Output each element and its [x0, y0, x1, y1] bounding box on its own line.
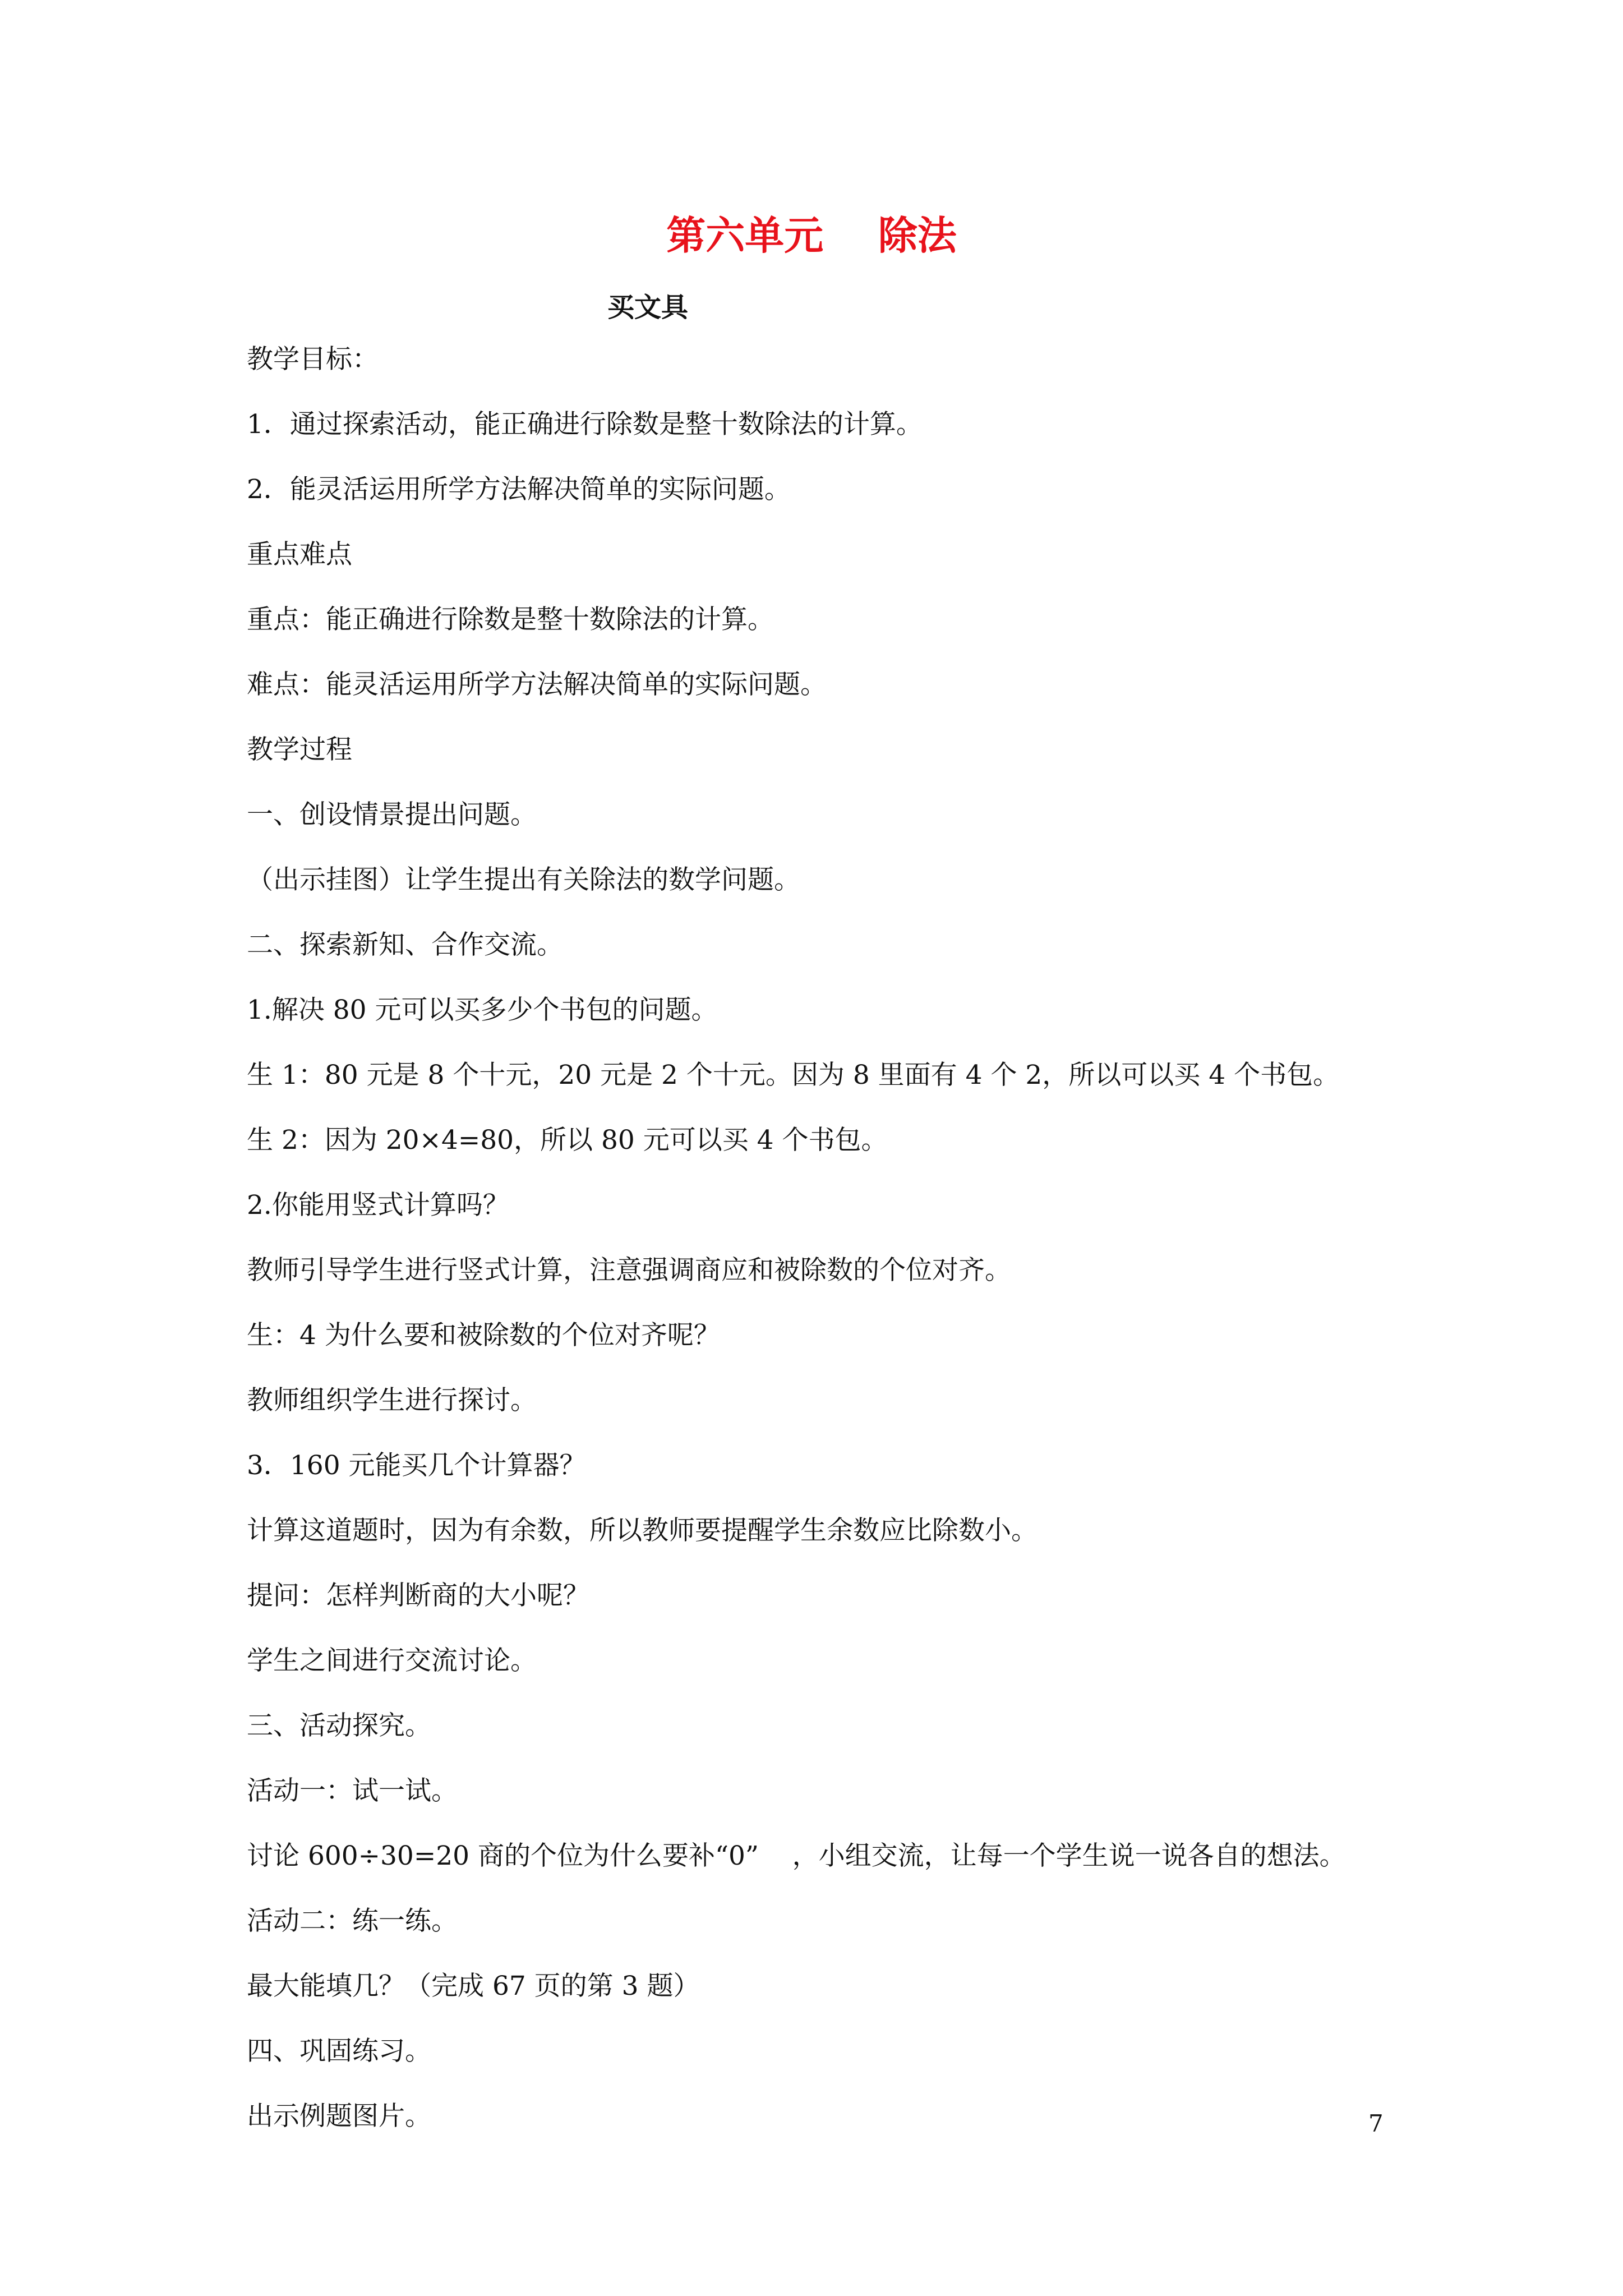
unit-title: 第六单元 除法 — [666, 212, 957, 259]
paragraph-line: 难点：能灵活运用所学方法解决简单的实际问题。 — [247, 669, 827, 700]
paragraph-line: 二、探索新知、合作交流。 — [247, 930, 563, 960]
paragraph-line: 2．能灵活运用所学方法解决简单的实际问题。 — [247, 474, 791, 505]
paragraph-line: 2.你能用竖式计算吗？ — [247, 1190, 509, 1221]
paragraph-line: 学生之间进行交流讨论。 — [247, 1645, 537, 1676]
paragraph-line: 生：4 为什么要和被除数的个位对齐呢？ — [247, 1320, 720, 1351]
lesson-title: 买文具 — [607, 292, 689, 323]
paragraph-line: 活动一：试一试。 — [247, 1775, 458, 1806]
page-number: 7 — [1368, 2110, 1384, 2137]
paragraph-line: 出示例题图片。 — [247, 2101, 431, 2132]
paragraph-line: 最大能填几？（完成 67 页的第 3 题） — [247, 1971, 700, 2001]
paragraph-line: 1．通过探索活动，能正确进行除数是整十数除法的计算。 — [247, 409, 923, 440]
paragraph-line: 教师引导学生进行竖式计算，注意强调商应和被除数的个位对齐。 — [247, 1255, 1011, 1286]
paragraph-line: 活动二：练一练。 — [247, 1906, 458, 1936]
paragraph-line: 3．160 元能买几个计算器？ — [247, 1450, 586, 1481]
paragraph-line: 重点：能正确进行除数是整十数除法的计算。 — [247, 604, 774, 635]
paragraph-line: 1.解决 80 元可以买多少个书包的问题。 — [247, 995, 718, 1025]
paragraph-line: 提问：怎样判断商的大小呢？ — [247, 1580, 589, 1611]
paragraph-line: 教学目标： — [247, 344, 379, 375]
paragraph-line: 教学过程 — [247, 734, 352, 765]
paragraph-line: 教师组织学生进行探讨。 — [247, 1385, 537, 1416]
paragraph-line: 一、创设情景提出问题。 — [247, 799, 537, 830]
paragraph-line: （出示挂图）让学生提出有关除法的数学问题。 — [247, 864, 800, 895]
paragraph-line: 三、活动探究。 — [247, 1710, 431, 1741]
paragraph-line: 讨论 600÷30=20 商的个位为什么要补“0” ，小组交流，让每一个学生说一说各自的想法。 — [247, 1841, 1346, 1871]
paragraph-line: 重点难点 — [247, 539, 352, 570]
paragraph-line: 计算这道题时，因为有余数，所以教师要提醒学生余数应比除数小。 — [247, 1515, 1038, 1546]
paragraph-line: 生 2：因为 20×4=80，所以 80 元可以买 4 个书包。 — [247, 1125, 888, 1156]
paragraph-line: 生 1：80 元是 8 个十元，20 元是 2 个十元。因为 8 里面有 4 个 2，所以可以买 4 个书包。 — [247, 1060, 1340, 1091]
paragraph-line: 四、巩固练习。 — [247, 2036, 431, 2067]
